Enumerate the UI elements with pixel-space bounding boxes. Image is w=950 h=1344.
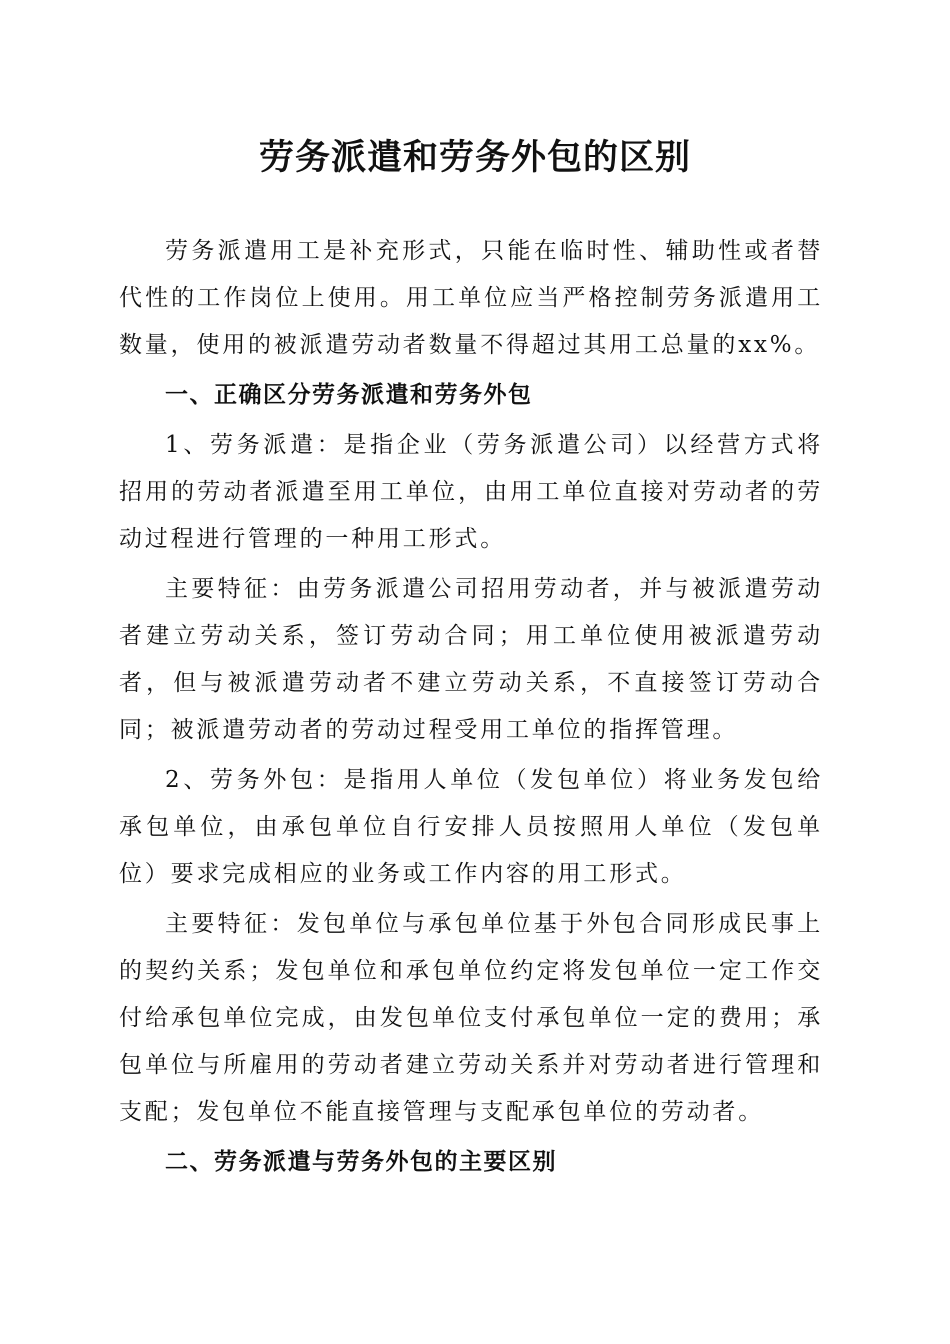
item-2-paragraph: 2、劳务外包：是指用人单位（发包单位）将业务发包给承包单位，由承包单位自行安排人员按照用人单位（发包单位）要求完成相应的业务或工作内容的用工形式。 <box>119 767 823 887</box>
item-2-features-paragraph: 主要特征：发包单位与承包单位基于外包合同形成民事上的契约关系；发包单位和承包单位约定将发包单位一定工作交付给承包单位完成，由发包单位支付承包单位一定的费用；承包单位与所雇用的劳动者建立劳动关系并对劳动者进行管理和支配；发包单位不能直接管理与支配承包单位的劳动者。 <box>119 911 823 1125</box>
document-title: 劳务派遣和劳务外包的区别 <box>258 137 691 178</box>
item-1-features-paragraph: 主要特征：由劳务派遣公司招用劳动者，并与被派遣劳动者建立劳动关系，签订劳动合同；用工单位使用被派遣劳动者，但与被派遣劳动者不建立劳动关系，不直接签订劳动合同；被派遣劳动者的劳动过程受用工单位的指挥管理。 <box>119 576 823 743</box>
section-heading-2: 二、劳务派遣与劳务外包的主要区别 <box>165 1149 557 1175</box>
item-1-paragraph: 1、劳务派遣：是指企业（劳务派遣公司）以经营方式将招用的劳动者派遣至用工单位，由用工单位直接对劳动者的劳动过程进行管理的一种用工形式。 <box>119 432 823 552</box>
section-heading-1: 一、正确区分劳务派遣和劳务外包 <box>165 382 533 408</box>
intro-paragraph: 劳务派遣用工是补充形式，只能在临时性、辅助性或者替代性的工作岗位上使用。用工单位应当严格控制劳务派遣用工数量，使用的被派遣劳动者数量不得超过其用工总量的xx%。 <box>119 238 823 358</box>
document-body <box>119 228 823 1189</box>
